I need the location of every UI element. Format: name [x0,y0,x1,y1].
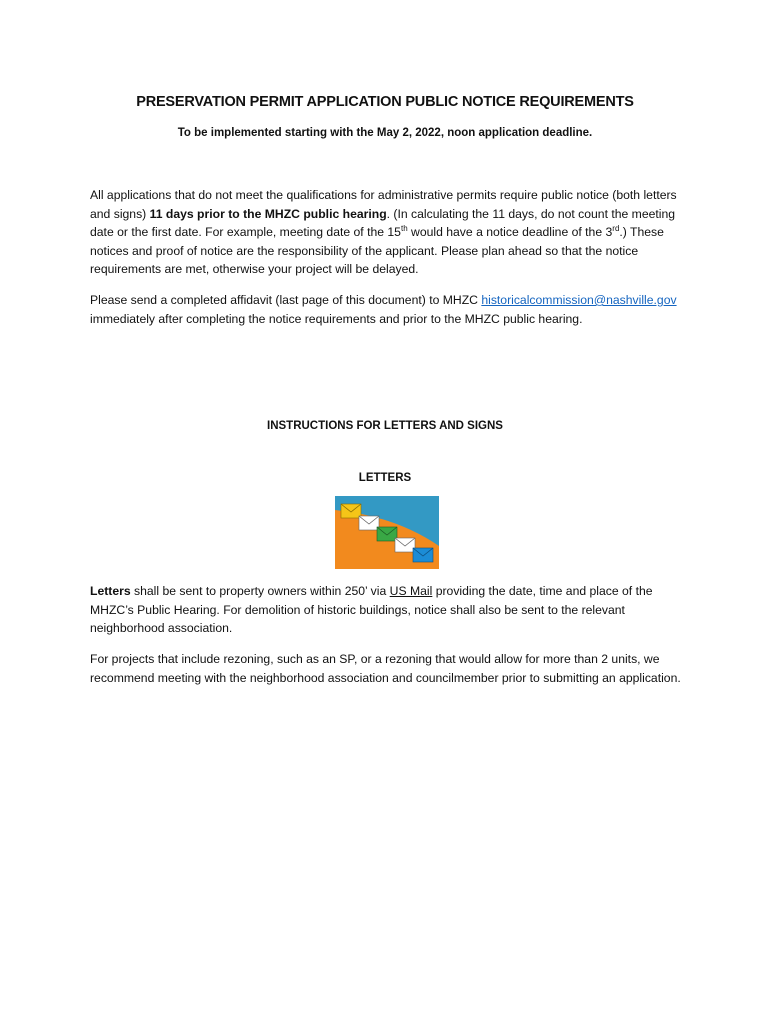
email-link[interactable]: historicalcommission@nashville.gov [481,293,677,307]
envelope-3-icon [377,527,397,541]
intro-text-4: .) These notices and proof of notice are the responsibility of the applicant. Please plan ahead so that the notice requirements are met, otherwise your project will be delayed. [90,225,664,277]
intro-sup-th: th [400,224,408,234]
intro-text-3: would have a notice deadline of the 3 [407,225,613,240]
page-title: PRESERVATION PERMIT APPLICATION PUBLIC NOTICE REQUIREMENTS [136,94,634,110]
instructions-heading: INSTRUCTIONS FOR LETTERS AND SIGNS [267,420,503,432]
intro-sup-rd: rd [612,224,620,234]
us-mail-text: US Mail [389,584,433,598]
envelope-2-icon [359,516,379,530]
affidavit-paragraph [90,291,686,328]
page-subtitle: To be implemented starting with the May 2, 2022, noon application deadline. [177,127,593,139]
envelope-1-icon [341,504,361,518]
intro-paragraph [90,186,686,279]
intro-text-2: . (In calculating the 11 days, do not count the meeting date or the first date. For example, meeting date of the 15 [90,206,676,240]
rezoning-paragraph: For projects that include rezoning, such as an SP, or a rezoning that would allow for more than 2 units, we recommend meeting with the neighborhood association and councilmember prior to submitting an application. [90,652,681,685]
letters-heading: LETTERS [358,472,412,484]
letters-text-1: shall be sent to property owners within 250’ via [130,584,390,598]
letters-label: Letters [90,584,131,598]
envelopes-icon [335,496,439,569]
envelope-4-icon [395,538,415,552]
intro-deadline-emphasis: 11 days prior to the MHZC public hearing [149,206,387,221]
letters-paragraph [90,582,686,638]
affidavit-text-2: immediately after completing the notice requirements and prior to the MHZC public hearing. [90,311,583,326]
envelope-5-icon [413,548,433,562]
affidavit-text-1: Please send a completed affidavit (last page of this document) to MHZC [90,293,482,307]
intro-text-1: All applications that do not meet the qualifications for administrative permits require public notice (both letters and signs) [90,188,677,221]
letters-text-2: providing the date, time and place of the MHZC’s Public Hearing. For demolition of historic buildings, notice shall also be sent to the relevant neighborhood association. [90,584,653,636]
